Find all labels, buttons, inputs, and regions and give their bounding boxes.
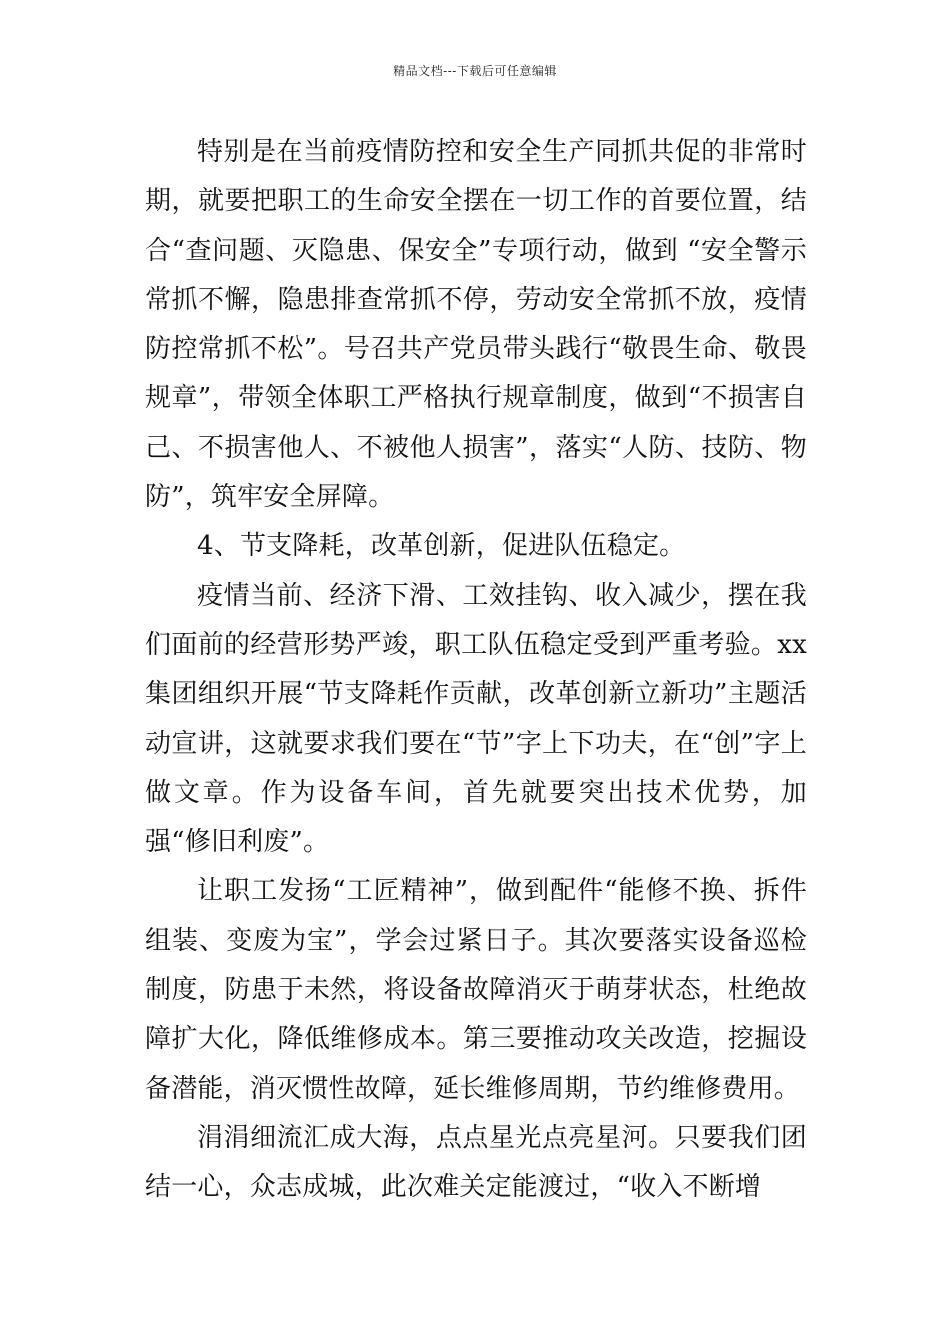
paragraph-economy: 疫情当前、经济下滑、工效挂钩、收入减少，摆在我们面前的经营形势严竣，职工队伍稳定受到严重考验。xx集团组织开展“节支降耗作贡献，改革创新立新功”主题活动宣讲，这就要求我们要在“节”字上下功夫，在“创”字上做文章。作为设备车间，首先就要突出技术优势，加强“修旧利废”。 [145,580,807,858]
page-header: 精品文档---下载后可任意编辑 [393,64,557,78]
paragraph-safety: 特别是在当前疫情防控和安全生产同抓共促的非常时期，就要把职工的生命安全摆在一切工作的首要位置，结合“查问题、灭隐患、保安全”专项行动，做到 “安全警示常抓不懈，隐患排查常抓不停，劳动安全常抓不放，疫情防控常抓不松”。号召共产党员带头践行“敬畏生命、敬畏规章”，带领全体职工严格执行规章制度，做到“不损害自己、不损害他人、不被他人损害”，落实“人防、技防、物防”，筑牢安全屏障。 [145,137,807,513]
paragraph-craftsmanship: 让职工发扬“工匠精神”，做到配件“能修不换、拆件组装、变废为宝”，学会过紧日子。其次要落实设备巡检制度，防患于未然，将设备故障消灭于萌芽状态，杜绝故障扩大化，降低维修成本。第三要推动攻关改造，挖掘设备潜能，消灭惯性故障，延长维修周期，节约维修费用。 [145,876,807,1104]
section-heading-4: 4、节支降耗，改革创新，促进队伍稳定。 [197,531,686,562]
paragraph-closing: 涓涓细流汇成大海，点点星光点亮星河。只要我们团结一心，众志成城，此次难关定能渡过，“收入不断增 [145,1122,807,1203]
document-body [145,128,807,1213]
